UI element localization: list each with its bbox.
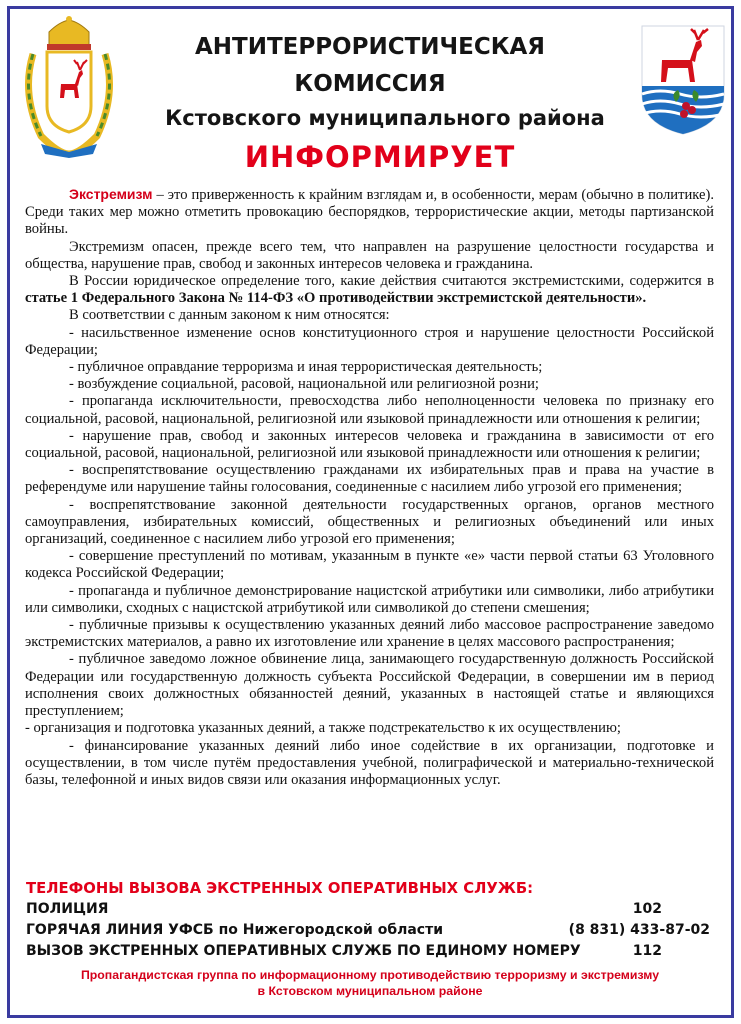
header-title-line2: КОМИССИЯ bbox=[294, 71, 446, 97]
list-item: - насильственное изменение основ конституционного строя и нарушение целостности Российской Федерации; bbox=[25, 324, 714, 358]
paragraph-danger: Экстремизм опасен, прежде всего тем, что направлен на разрушение целостности государства и общества, нарушение прав, свобод и законных интересов человека и гражданина. bbox=[25, 238, 714, 272]
footer-line2: в Кстовском муниципальном районе bbox=[257, 984, 483, 998]
phone-label: ВЫЗОВ ЭКСТРЕННЫХ ОПЕРАТИВНЫХ СЛУЖБ ПО ЕДИНОМУ НОМЕРУ bbox=[26, 943, 581, 959]
phone-number: (8 831) 433-87-02 bbox=[568, 922, 710, 938]
phones-title: ТЕЛЕФОНЫ ВЫЗОВА ЭКСТРЕННЫХ ОПЕРАТИВНЫХ СЛУЖБ: bbox=[26, 880, 534, 897]
list-item: - пропаганда исключительности, превосходства либо неполноценности человека по признаку его социальной, расовой, национальной, религиозной или языковой принадлежности или отношения к религии; bbox=[25, 393, 714, 427]
phone-label: ПОЛИЦИЯ bbox=[26, 901, 109, 917]
phone-number: 112 bbox=[632, 943, 662, 959]
header-informs: ИНФОРМИРУЕТ bbox=[244, 140, 516, 174]
list-item: - организация и подготовка указанных деяний, а также подстрекательство к их осуществлению; bbox=[25, 720, 621, 737]
phone-row-police bbox=[26, 901, 716, 922]
list-item: - нарушение прав, свобод и законных интересов человека и гражданина в зависимости от его социальной, расовой, национальной, религиозной или языковой принадлежности или отношения к религии; bbox=[25, 427, 714, 462]
list-item: - возбуждение социальной, расовой, национальной или религиозной розни; bbox=[69, 376, 539, 393]
list-item: - воспрепятствование осуществлению гражданами их избирательных прав и права на участие в референдуме или нарушение тайны голосования, соединенные с насилием либо угрозой его применения; bbox=[25, 462, 714, 496]
list-item: - публичные призывы к осуществлению указанных деяний либо массовое распространение заведомо экстремистских материалов, а равно их изготовление или хранение в целях массового распространения; bbox=[25, 617, 714, 651]
phone-label: ГОРЯЧАЯ ЛИНИЯ УФСБ по Нижегородской области bbox=[26, 922, 444, 938]
list-item: - пропаганда и публичное демонстрирование нацистской атрибутики или символики, либо атрибутики или символики, сходных с нацистской атрибутикой или символикой до степени смешения; bbox=[25, 582, 714, 616]
paragraph-definition bbox=[25, 186, 714, 239]
list-item: - совершение преступлений по мотивам, указанным в пункте «е» части первой статьи 63 Уголовного кодекса Российской Федерации; bbox=[25, 548, 714, 582]
footer-line1: Пропагандистская группа по информационному противодействию терроризму и экстремизму bbox=[80, 968, 660, 982]
footer-credit bbox=[25, 967, 715, 999]
list-item: - финансирование указанных деяний либо иное содействие в их организации, подготовке и осуществлении, в том числе путём предоставления учебной, полиграфической и материально-технической базы, телефонной и иных видов связи или оказания информационных услуг. bbox=[25, 737, 714, 788]
list-item: - публичное заведомо ложное обвинение лица, занимающего государственную должность Российской Федерации или государственную должность субъекта Российской Федерации, в совершении им в период исполнения своих должностных обязанностей деяний, указанных в настоящей статье и являющихся преступлением; bbox=[25, 651, 714, 720]
law-intro: В России юридическое определение того, какие действия считаются экстремистскими, содержится в bbox=[69, 273, 714, 290]
paragraph-list-intro: В соответствии с данным законом к ним относятся: bbox=[69, 307, 390, 324]
nizhny-novgorod-coat-of-arms-icon bbox=[19, 14, 119, 159]
phone-number: 102 bbox=[632, 901, 662, 917]
header-title-line3: Кстовского муниципального района bbox=[165, 106, 605, 130]
paragraph-law bbox=[25, 273, 714, 307]
phone-row-fsb-hotline bbox=[26, 922, 716, 943]
definition-text: – это приверженность к крайним взглядам и, в особенности, мерам (обычно в политике). Среди таких мер можно отметить провокацию беспорядков, террористические акции, методы партизанской войны. bbox=[25, 187, 714, 238]
list-item: - воспрепятствование законной деятельности государственных органов, органов местного самоуправления, избирательных комиссий, общественных и религиозных объединений или иных организаций, соединенное с насилием либо угрозой его применения; bbox=[25, 496, 714, 548]
kstovo-district-coat-of-arms-icon bbox=[640, 24, 726, 136]
law-reference: статье 1 Федерального Закона № 114-ФЗ «О противодействии экстремистской деятельности». bbox=[25, 290, 647, 307]
phone-row-unified-emergency bbox=[26, 943, 716, 964]
term-extremism: Экстремизм bbox=[69, 186, 153, 202]
body-text bbox=[25, 186, 714, 789]
list-item: - публичное оправдание терроризма и иная террористическая деятельность; bbox=[69, 359, 543, 376]
emergency-phones bbox=[26, 880, 716, 964]
header-title-line1: АНТИТЕРРОРИСТИЧЕСКАЯ bbox=[194, 34, 546, 60]
